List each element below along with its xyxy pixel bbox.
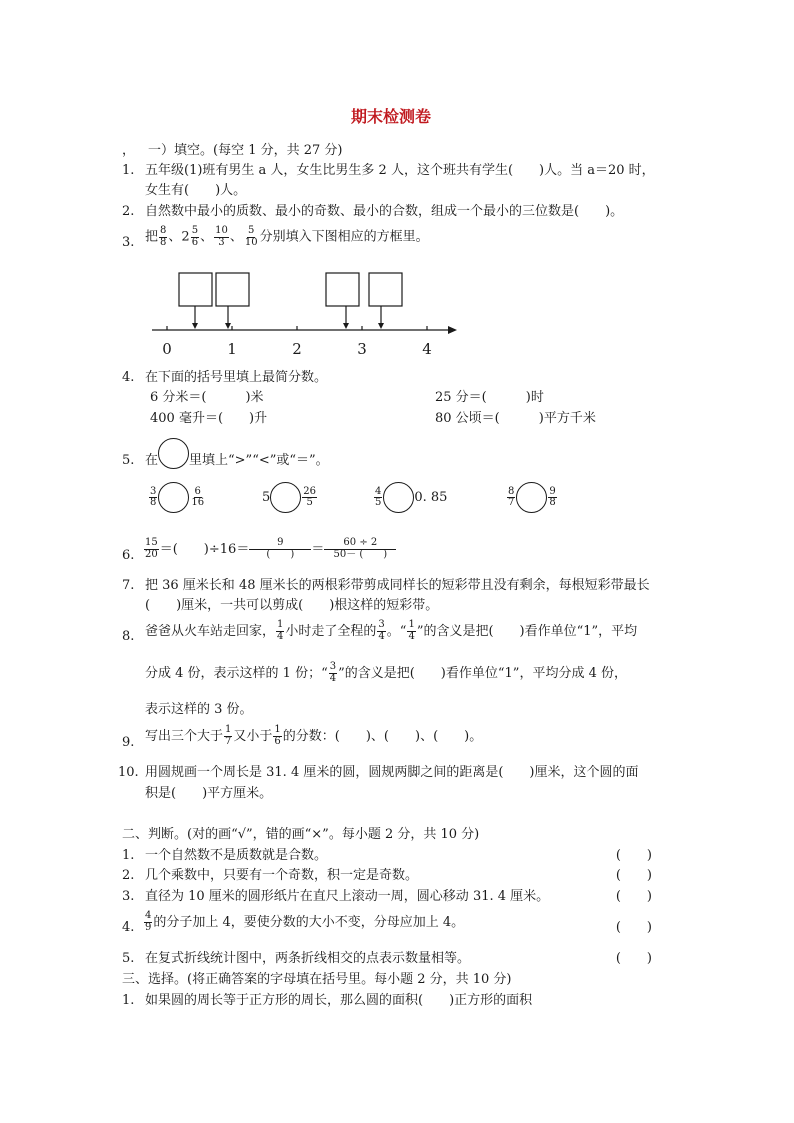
answer-box[interactable] <box>179 273 212 306</box>
choice-number: 1. <box>122 993 135 1008</box>
judge-paren[interactable]: ( ) <box>615 920 652 935</box>
judge-number: 2. <box>122 868 135 883</box>
compare-circle[interactable] <box>270 482 301 513</box>
judge-text: 一个自然数不是质数就是合数。 <box>145 848 328 863</box>
q4-item-a: 6 分米＝( )米 <box>150 390 264 405</box>
page-title: 期末检测卷 <box>351 107 432 126</box>
section1-header: 一）填空。(每空 1 分，共 27 分) <box>148 143 343 158</box>
answer-box[interactable] <box>216 273 249 306</box>
q2-number: 2. <box>122 204 135 219</box>
fraction: $\frac{8}{8}$ <box>160 225 167 248</box>
judge-paren[interactable]: ( ) <box>615 848 652 863</box>
q8-number: 8. <box>122 629 135 644</box>
number-line-diagram <box>148 270 468 362</box>
axis-arrow <box>448 326 457 334</box>
q3-pre: 把 <box>145 229 159 245</box>
q1-line2: 女生有( )人。 <box>145 183 247 198</box>
judge-text: 直径为 10 厘米的圆形纸片在直尺上滚动一周，圆心移动 31. 4 厘米。 <box>145 889 550 904</box>
axis-label: 4 <box>422 340 432 358</box>
compare-item: 8 7 9 8 <box>506 482 558 513</box>
q1-number: 1. <box>122 163 135 178</box>
q4-text: 在下面的括号里填上最简分数。 <box>145 370 328 385</box>
q4-number: 4. <box>122 370 135 385</box>
q7-line1: 把 36 厘米长和 48 厘米长的两根彩带剪成同样长的短彩带且没有剩余，每根短彩带最长 <box>145 578 650 593</box>
judge-text: 4 9 的分子加上 4，要使分数的大小不变，分母应加上 4。 <box>145 910 465 933</box>
q10-line1: 用圆规画一个周长是 31. 4 厘米的圆，圆规两脚之间的距离是( )厘米，这个圆的面 <box>145 765 639 780</box>
judge-number: 3. <box>122 889 135 904</box>
q9-text: 写出三个大于 1 7 又小于 1 6 的分数：( )、( )、( )。 <box>145 724 483 747</box>
axis-label: 2 <box>292 340 302 358</box>
judge-paren[interactable]: ( ) <box>615 951 652 966</box>
q4-item-d: 80 公顷＝( )平方千米 <box>435 411 596 426</box>
compare-circle[interactable] <box>383 482 414 513</box>
fraction: $\frac{5}{6}$ <box>191 225 199 248</box>
mixed-whole: 2 <box>181 229 190 245</box>
judge-number: 4. <box>122 920 135 935</box>
q8-line2: 分成 4 份，表示这样的 1 份；“ 3 4 ”的含义是把( )看作单位“1”，平均分成 4 份， <box>145 661 627 684</box>
answer-box[interactable] <box>369 273 402 306</box>
judge-text: 在复式折线统计图中，两条折线相交的点表示数量相等。 <box>145 951 471 966</box>
judge-number: 1. <box>122 848 135 863</box>
compare-item: 5 26 5 <box>262 482 318 513</box>
section1-prefix: ， <box>122 143 136 158</box>
q3-text: 把 $\frac{8}{8}$ 、2 $\frac{5}{6}$ 、 $\frac{10}{3}$ 、 $\frac{5}{10}$ 分别填入下图相应的方框里。 <box>145 225 429 248</box>
judge-paren[interactable]: ( ) <box>615 868 652 883</box>
compare-circle[interactable] <box>516 482 547 513</box>
q9-number: 9. <box>122 735 135 750</box>
fraction: $\frac{5}{10}$ <box>244 225 258 248</box>
q4-item-c: 400 毫升＝( )升 <box>150 411 268 426</box>
choice-text: 如果圆的周长等于正方形的周长，那么圆的面积( )正方形的面积 <box>145 993 533 1008</box>
section2-header: 二、判断。(对的画“√”，错的画“×”。每小题 2 分，共 10 分) <box>122 827 480 842</box>
axis-label: 1 <box>227 340 237 358</box>
compare-item: 3 8 6 16 <box>148 482 206 513</box>
q7-line2: ( )厘米，一共可以剪成( )根这样的短彩带。 <box>145 598 439 613</box>
judge-paren[interactable]: ( ) <box>615 889 652 904</box>
compare-circle[interactable] <box>158 482 189 513</box>
q8-line1: 爸爸从火车站走回家， 1 4 小时走了全程的 3 4 。“ 1 4 ”的含义是把( )看作单位“1”，平均 <box>145 619 638 642</box>
q8-line3: 表示这样的 3 份。 <box>145 702 253 717</box>
section3-header: 三、选择。(将正确答案的字母填在括号里。每小题 2 分，共 10 分) <box>122 972 512 987</box>
axis-label: 3 <box>357 340 367 358</box>
q6-number: 6. <box>122 548 135 563</box>
compare-item: 4 5 0. 85 <box>373 482 447 513</box>
q10-number: 10. <box>118 765 139 780</box>
q1-line1: 五年级(1)班有男生 a 人，女生比男生多 2 人，这个班共有学生( )人。当 a＝20 时， <box>145 163 655 178</box>
fraction: $\frac{10}{3}$ <box>215 225 228 248</box>
q4-item-b: 25 分＝( )时 <box>435 390 544 405</box>
axis-label: 0 <box>162 340 172 358</box>
judge-text: 几个乘数中，只要有一个奇数，积一定是奇数。 <box>145 868 419 883</box>
answer-box[interactable] <box>326 273 359 306</box>
q5-text: 在 里填上“>”“<”或“＝”。 <box>145 438 329 469</box>
q5-number: 5. <box>122 453 135 468</box>
q3-number: 3. <box>122 235 135 250</box>
q10-line2: 积是( )平方厘米。 <box>145 786 273 801</box>
q2-text: 自然数中最小的质数、最小的奇数、最小的合数，组成一个最小的三位数是( )。 <box>145 204 624 219</box>
judge-number: 5. <box>122 951 135 966</box>
q6-equation: 15 20 ＝( )÷16＝ 9 ( ) ＝ 60 ÷ 2 50－ ( ) <box>143 538 396 560</box>
q3-post: 分别填入下图相应的方框里。 <box>259 229 429 245</box>
q7-number: 7. <box>122 578 135 593</box>
compare-circle[interactable] <box>158 438 189 469</box>
